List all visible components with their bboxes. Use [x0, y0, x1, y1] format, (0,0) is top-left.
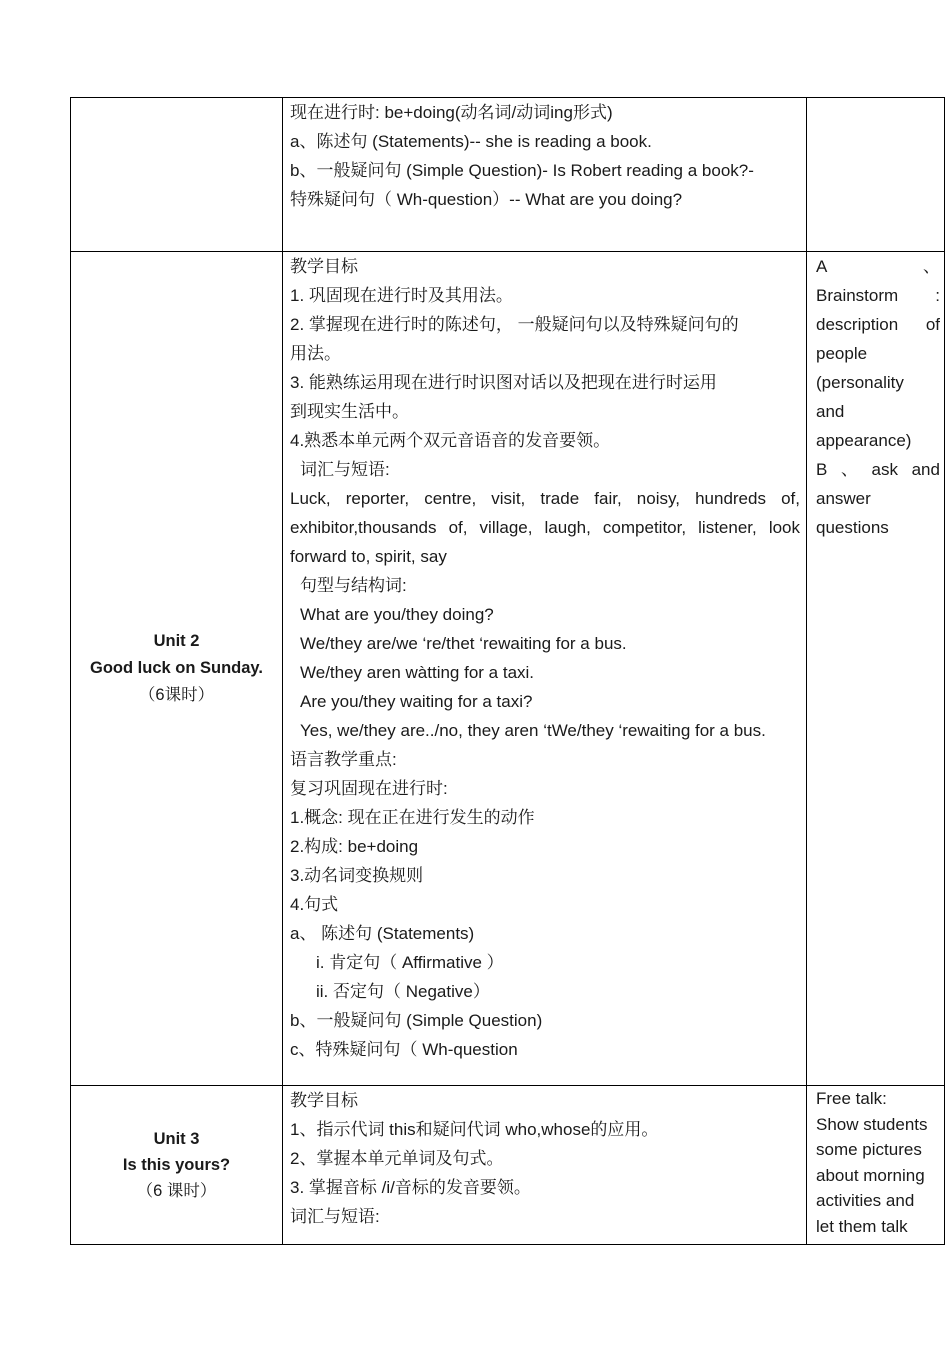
activity-line: Free talk:	[816, 1089, 887, 1108]
unit-title: Unit 2	[153, 632, 200, 650]
objective-line: 4.熟悉本单元两个双元音语音的发音要领。	[290, 431, 611, 450]
objective-line: 到现实生活中。	[290, 402, 409, 421]
activity-b-label: B	[816, 460, 828, 479]
sub-line: ii. 否定句（ Negative）	[316, 982, 490, 1001]
activity-cell	[807, 252, 945, 1086]
pattern-line: We/they are/we ‘re/thet ‘rewaiting for a bus.	[300, 634, 627, 653]
activity-a-label: A	[816, 257, 828, 276]
content-cell	[283, 252, 807, 1086]
unit-cell	[71, 252, 283, 1086]
unit-cell	[71, 1086, 283, 1245]
activity-word: Brainstorm	[816, 286, 899, 305]
objective-line: 3. 能熟练运用现在进行时识图对话以及把现在进行时运用	[290, 373, 717, 392]
activity-line: (personality	[816, 373, 904, 392]
sub-line: i. 肯定句（ Affirmative ）	[316, 953, 504, 972]
activity-line	[816, 310, 940, 339]
activity-separator: 、	[840, 460, 858, 479]
objective-line: 2. 掌握现在进行时的陈述句， 一般疑问句以及特殊疑问句的	[290, 315, 739, 334]
activity-b-line	[816, 455, 940, 484]
pattern-line: What are you/they doing?	[300, 605, 494, 624]
focus-line: 4.句式	[290, 895, 339, 914]
unit-hours: （6课时）	[138, 686, 215, 704]
activity-line: appearance)	[816, 431, 912, 450]
unit-subtitle: Good luck on Sunday.	[90, 659, 263, 677]
activity-word: of	[925, 315, 940, 334]
objective-line: 1. 巩固现在进行时及其用法。	[290, 286, 513, 305]
focus-line: c、特殊疑问句（ Wh-question	[290, 1040, 518, 1059]
unit-subtitle: Is this yours?	[122, 1156, 231, 1174]
focus-line: 1.概念: 现在正在进行发生的动作	[290, 808, 535, 827]
activity-line: activities and	[816, 1191, 915, 1210]
activity-line: answer	[816, 489, 871, 508]
focus-line: a、 陈述句 (Statements)	[290, 924, 475, 943]
activity-cell-empty	[807, 98, 945, 252]
objective-line: 3. 掌握音标 /i/音标的发音要领。	[290, 1178, 531, 1197]
table-row	[71, 98, 945, 252]
activity-line: questions	[816, 518, 889, 537]
activity-separator: 、	[923, 257, 940, 276]
activity-word: and	[911, 460, 940, 479]
activity-a-line	[816, 252, 940, 281]
activity-word: description	[816, 315, 899, 334]
focus-line: 3.动名词变换规则	[290, 866, 424, 885]
activity-word: ask	[871, 460, 898, 479]
unit-hours: （6 课时）	[136, 1182, 217, 1200]
vocab-list: Luck, reporter, centre, visit, trade fair, noisy, hundreds of, exhibitor,thousands of, village, laugh, competitor, listener, look forward to, spirit, say	[290, 489, 800, 566]
activity-line: about morning	[816, 1165, 925, 1185]
activity-line: people	[816, 344, 868, 363]
vocab-heading: 词汇与短语:	[300, 460, 390, 479]
objective-line: 1、指示代词 this和疑问代词 who,whose的应用。	[290, 1120, 659, 1139]
content-cell	[283, 98, 807, 252]
objective-line: 用法。	[290, 344, 341, 363]
focus-line: 2.构成: be+doing	[290, 837, 419, 856]
table-row	[71, 1086, 945, 1245]
activity-separator: :	[935, 286, 940, 305]
unit-cell-empty	[71, 98, 283, 252]
activity-cell	[807, 1086, 945, 1245]
grammar-heading: 现在进行时: be+doing(动名词/动词ing形式)	[290, 103, 613, 122]
content-cell	[283, 1086, 807, 1245]
activity-line	[816, 281, 940, 310]
focus-line: 复习巩固现在进行时:	[290, 779, 448, 798]
objective-line: 2、掌握本单元单词及句式。	[290, 1149, 504, 1168]
question-line: b、一般疑问句 (Simple Question)- Is Robert reading a book?-	[290, 161, 754, 180]
lesson-plan-table	[70, 97, 945, 1245]
statement-line: a、陈述句 (Statements)-- she is reading a book.	[290, 132, 652, 151]
focus-heading: 语言教学重点:	[290, 750, 397, 769]
vocab-heading: 词汇与短语:	[290, 1207, 380, 1226]
table-row	[71, 252, 945, 1086]
pattern-line: We/they aren wàtting for a taxi.	[300, 663, 535, 682]
focus-line: b、一般疑问句 (Simple Question)	[290, 1011, 543, 1030]
wh-question-line: 特殊疑问句（ Wh-question）-- What are you doing?	[290, 190, 683, 209]
pattern-line: Yes, we/they are../no, they aren ‘tWe/they ‘rewaiting for a bus.	[300, 721, 766, 740]
pattern-heading: 句型与结构词:	[300, 576, 407, 595]
pattern-line: Are you/they waiting for a taxi?	[300, 692, 533, 711]
activity-line: and	[816, 402, 845, 421]
activity-line: Show students	[816, 1114, 928, 1134]
unit-title: Unit 3	[153, 1130, 200, 1148]
activity-line: some pictures	[816, 1140, 922, 1159]
objectives-heading: 教学目标	[290, 1091, 358, 1110]
objectives-heading: 教学目标	[290, 257, 358, 276]
activity-line: let them talk	[816, 1216, 908, 1236]
